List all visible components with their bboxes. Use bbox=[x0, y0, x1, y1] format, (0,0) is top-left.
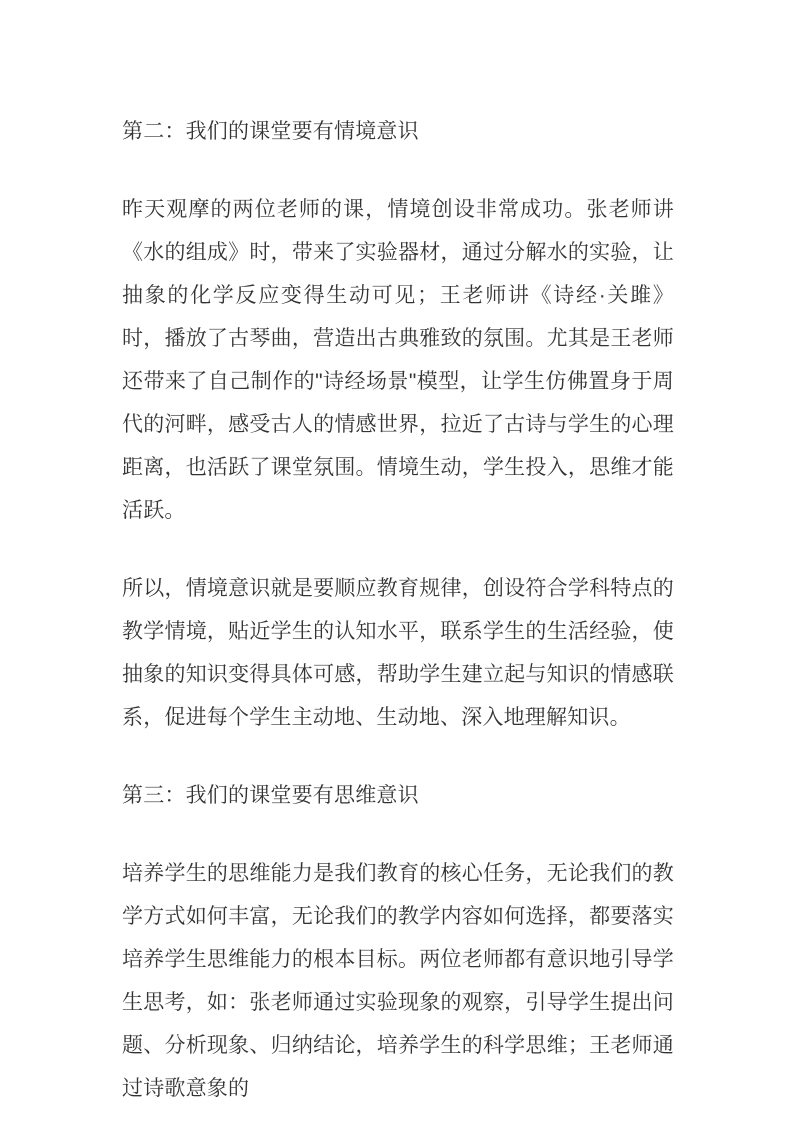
body-paragraph: 培养学生的思维能力是我们教育的核心任务，无论我们的教学方式如何丰富，无论我们的教学内容如何选择，都要落实培养学生思维能力的根本目标。两位老师都有意识地引导学生思考，如：张老师通过实验现象的观察，引导学生提出问题、分析现象、归纳结论，培养学生的科学思维；王老师通过诗歌意象的 bbox=[122, 862, 674, 1100]
section-heading: 第三：我们的课堂要有思维意识 bbox=[122, 784, 419, 807]
body-paragraph: 所以，情境意识就是要顺应教育规律，创设符合学科特点的教学情境，贴近学生的认知水平，联系学生的生活经验，使抽象的知识变得具体可感，帮助学生建立起与知识的情感联系，促进每个学生主动地、生动地、深入地理解知识。 bbox=[122, 577, 674, 729]
document-body bbox=[122, 110, 674, 1110]
body-paragraph: 昨天观摩的两位老师的课，情境创设非常成功。张老师讲《水的组成》时，带来了实验器材，通过分解水的实验，让抽象的化学反应变得生动可见；王老师讲《诗经·关雎》时，播放了古琴曲，营造出古典雅致的氛围。尤其是王老师还带来了自己制作的"诗经场景"模型，让学生仿佛置身于周代的河畔，感受古人的情感世界，拉近了古诗与学生的心理距离，也活跃了课堂氛围。情境生动，学生投入，思维才能活跃。 bbox=[122, 198, 674, 522]
section-heading: 第二：我们的课堂要有情境意识 bbox=[122, 120, 419, 143]
